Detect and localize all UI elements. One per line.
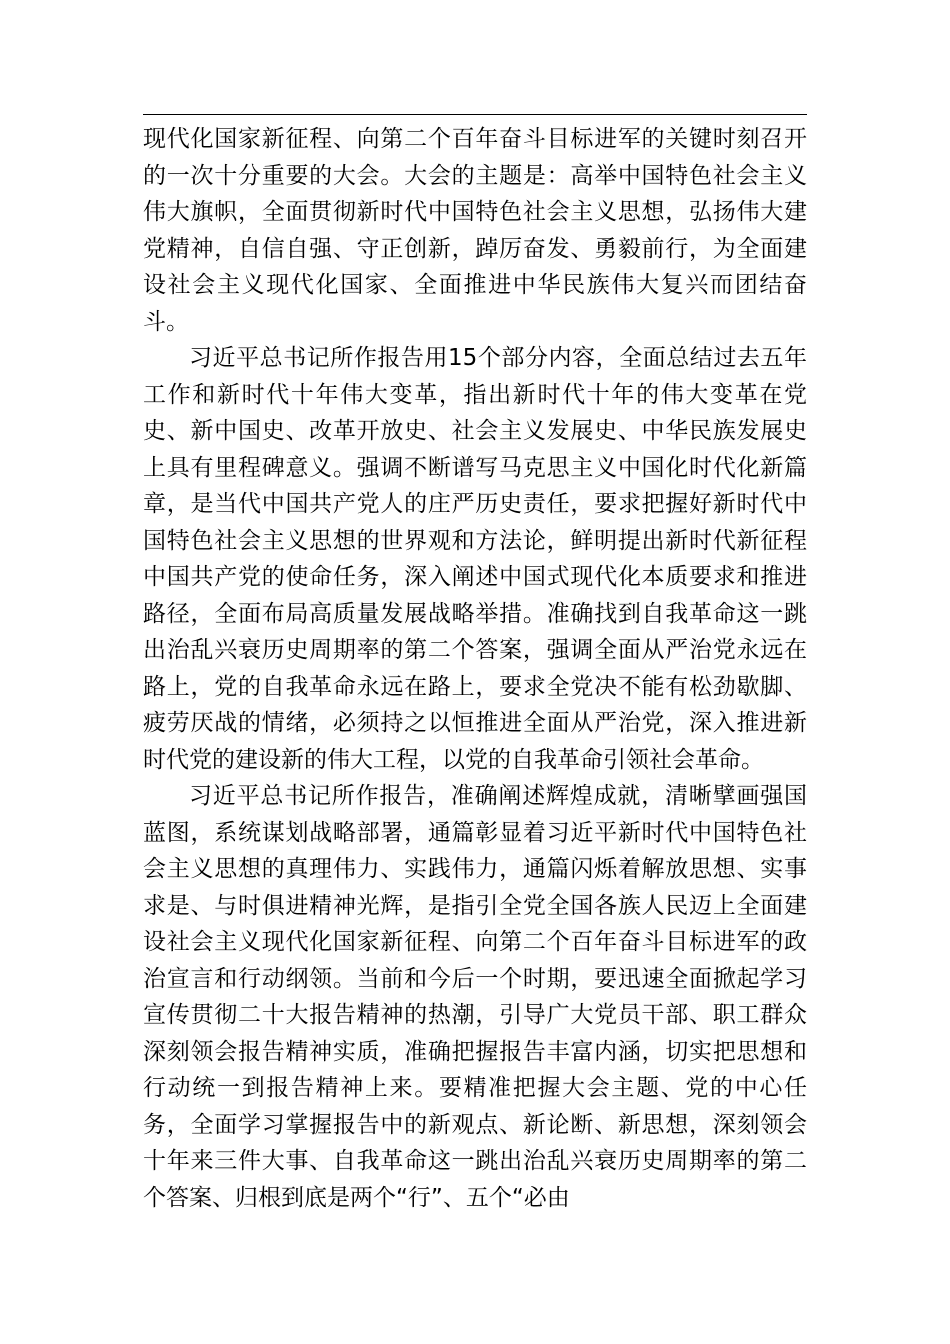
paragraph-1: 现代化国家新征程、向第二个百年奋斗目标进军的关键时刻召开的一次十分重要的大会。大会的主题是：高举中国特色社会主义伟大旗帜，全面贯彻新时代中国特色社会主义思想，弘扬伟大建党精神，自信自强、守正创新，踔厉奋发、勇毅前行，为全面建设社会主义现代化国家、全面推进中华民族伟大复兴而团结奋斗。: [143, 126, 807, 335]
paragraph-3: 习近平总书记所作报告，准确阐述辉煌成就，清晰擘画强国蓝图，系统谋划战略部署，通篇彰显着习近平新时代中国特色社会主义思想的真理伟力、实践伟力，通篇闪烁着解放思想、实事求是、与时俱进精神光辉，是指引全党全国各族人民迈上全面建设社会主义现代化国家新征程、向第二个百年奋斗目标进军的政治宣言和行动纲领。当前和今后一个时期，要迅速全面掀起学习宣传贯彻二十大报告精神的热潮，引导广大党员干部、职工群众深刻领会报告精神实质，准确把握报告丰富内涵，切实把思想和行动统一到报告精神上来。要精准把握大会主题、党的中心任务，全面学习掌握报告中的新观点、新论断、新思想，深刻领会十年来三件大事、自我革命这一跳出治乱兴衰历史周期率的第二个答案、归根到底是两个“行”、五个“必由: [143, 783, 807, 1211]
document-body: [143, 121, 807, 1216]
header-rule: [143, 114, 807, 115]
paragraph-2: 习近平总书记所作报告用15个部分内容，全面总结过去五年工作和新时代十年伟大变革，指出新时代十年的伟大变革在党史、新中国史、改革开放史、社会主义发展史、中华民族发展史上具有里程碑意义。强调不断谱写马克思主义中国化时代化新篇章，是当代中国共产党人的庄严历史责任，要求把握好新时代中国特色社会主义思想的世界观和方法论，鲜明提出新时代新征程中国共产党的使命任务，深入阐述中国式现代化本质要求和推进路径，全面布局高质量发展战略举措。准确找到自我革命这一跳出治乱兴衰历史周期率的第二个答案，强调全面从严治党永远在路上，党的自我革命永远在路上，要求全党决不能有松劲歇脚、疲劳厌战的情绪，必须持之以恒推进全面从严治党，深入推进新时代党的建设新的伟大工程，以党的自我革命引领社会革命。: [143, 345, 807, 773]
